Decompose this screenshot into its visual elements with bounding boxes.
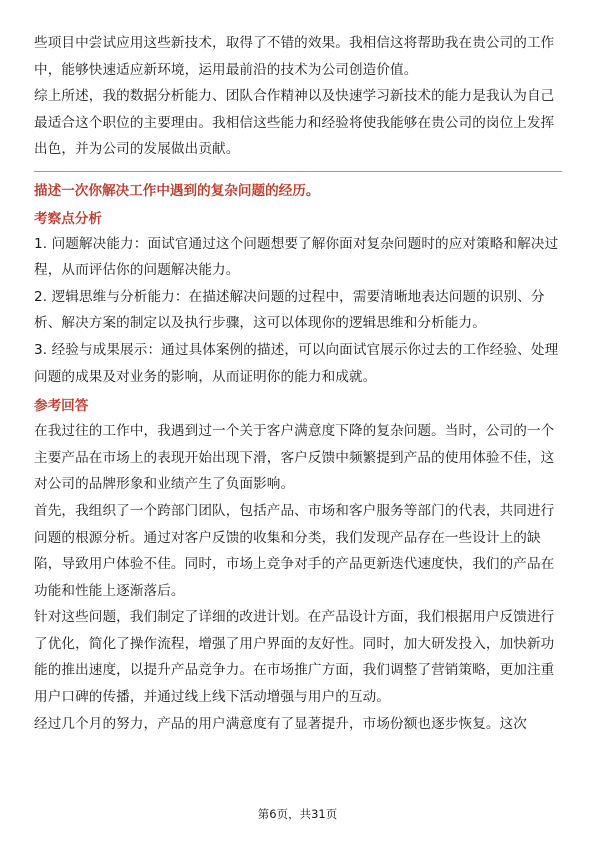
intro-paragraph-1: 些项目中尝试应用这些新技术，取得了不错的效果。我相信这将帮助我在贵公司的工作中，能够快速适应新环境，运用最前沿的技术为公司创造价值。 xyxy=(34,35,555,78)
answer-paragraph-3: 针对这些问题，我们制定了详细的改进计划。在产品设计方面，我们根据用户反馈进行了优化，简化了操作流程，增强了用户界面的友好性。同时，加大研发投入，加快新功能的推出速度，以提升产品竞争力。在市场推广方面，我们调整了营销策略，更加注重用户口碑的传播，并通过线上线下活动增强与用户的互动。 xyxy=(34,609,555,706)
intro-paragraph-2: 综上所述，我的数据分析能力、团队合作精神以及快速学习新技术的能力是我认为自己最适合这个职位的主要理由。我相信这些能力和经验将使我能够在贵公司的岗位上发挥出色，并为公司的发展做出贡献。 xyxy=(34,88,555,158)
answer-paragraph-1: 在我过往的工作中，我遇到过一个关于客户满意度下降的复杂问题。当时，公司的一个主要产品在市场上的表现开始出现下滑，客户反馈中频繁提到产品的使用体验不佳，这对公司的品牌形象和业绩产生了负面影响。 xyxy=(34,423,555,493)
answer-heading: 参考回答 xyxy=(34,398,89,415)
analysis-heading: 考察点分析 xyxy=(34,210,102,227)
answer-paragraph-4: 经过几个月的努力，产品的用户满意度有了显著提升，市场份额也逐步恢复。这次 xyxy=(34,715,527,732)
analysis-point-2: 2. 逻辑思维与分析能力：在描述解决问题的过程中，需要清晰地表达问题的识别、分析、解决方案的制定以及执行步骤，这可以体现你的逻辑思维和分析能力。 xyxy=(34,288,545,332)
analysis-point-1: 1. 问题解决能力：面试官通过这个问题想要了解你面对复杂问题时的应对策略和解决过程，从而评估你的问题解决能力。 xyxy=(34,235,559,279)
answer-paragraph-2: 首先，我组织了一个跨部门团队，包括产品、市场和客户服务等部门的代表，共同进行问题的根源分析。通过对客户反馈的收集和分类，我们发现产品存在一些设计上的缺陷，导致用户体验不佳。同时，市场上竞争对手的产品更新迭代速度快，我们的产品在功能和性能上逐渐落后。 xyxy=(34,502,555,599)
page-content xyxy=(34,30,562,737)
analysis-point-3: 3. 经验与成果展示：通过具体案例的描述，可以向面试官展示你过去的工作经验、处理问题的成果及对业务的影响，从而证明你的能力和成就。 xyxy=(34,341,559,385)
interview-question: 描述一次你解决工作中遇到的复杂问题的经历。 xyxy=(34,182,320,199)
section-divider xyxy=(34,171,562,172)
page-number: 第6页，共31页 xyxy=(257,807,338,821)
